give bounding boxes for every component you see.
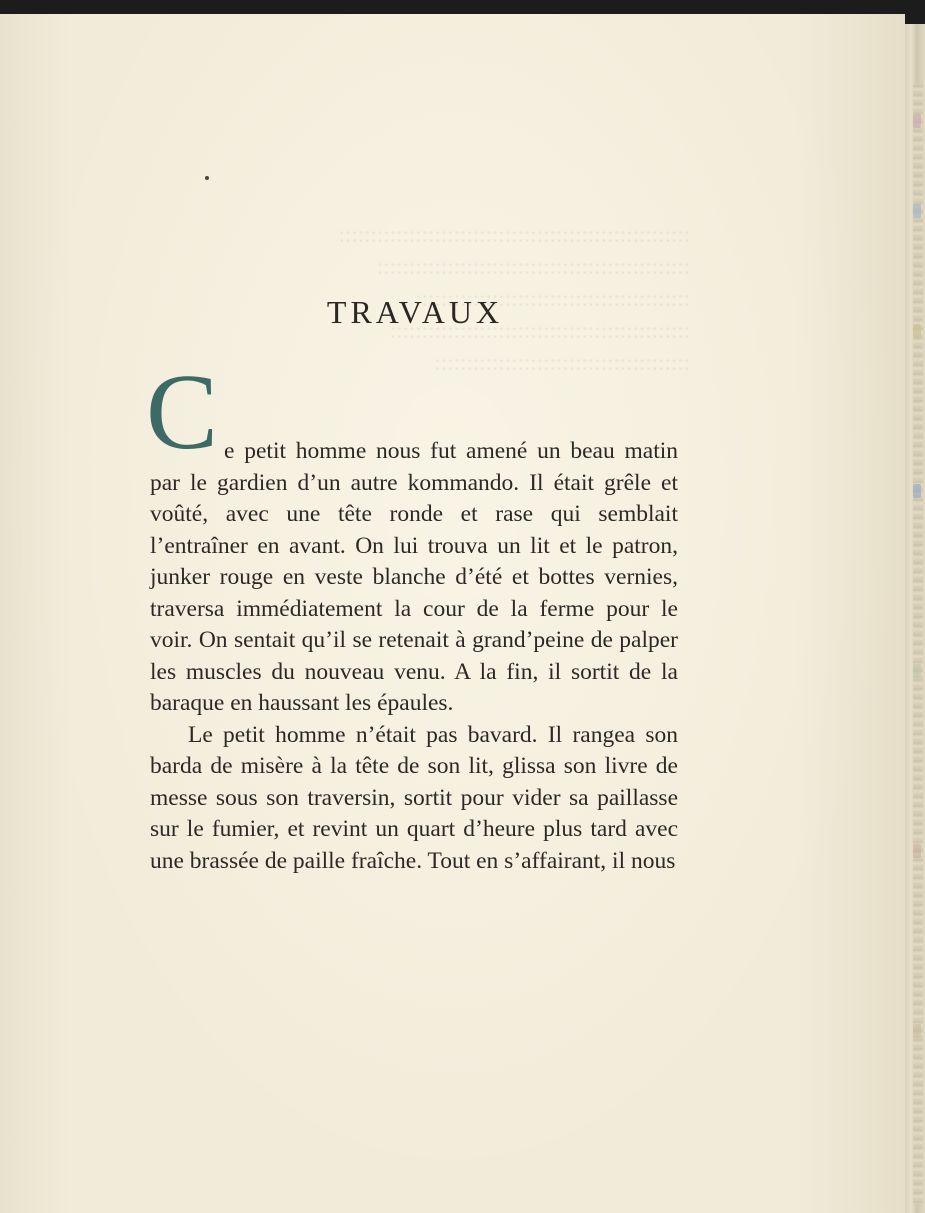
- chapter-title: TRAVAUX: [326, 294, 504, 330]
- body-text: [146, 353, 679, 877]
- ink-speck: [205, 176, 209, 180]
- dropcap-letter: C: [146, 353, 219, 472]
- page-fore-edge: [905, 24, 925, 1213]
- edge-color-mark: [913, 1024, 921, 1038]
- edge-color-mark: [913, 664, 921, 678]
- paragraph-2: Le petit homme n’était pas bavard. Il rangea son barda de misère à la tête de son lit, glissa son livre de messe sous son traversin, sortit pour vider sa paillasse sur le fumier, et revint un quart d’heure plus tard avec une brassée de paille fraîche. Tout en s’affairant, il nous: [150, 721, 678, 874]
- edge-color-mark: [913, 484, 921, 498]
- book-page: [0, 14, 905, 1213]
- edge-color-mark: [913, 844, 921, 858]
- paragraph-1-rest: matin par le gardien d’un autre kommando. Il était grêle et voûté, avec une tête ronde et rase qui semblait l’entraîner en avant. On lui trouva un lit et le patron, junker rouge en veste blanche d’été et bottes vernies, traversa immédiatement la cour de la ferme pour le voir. On sentait qu’il se retenait à grand’peine de palper les muscles du nouveau venu. A la fin, il sortit de la baraque en haussant les épaules.: [150, 438, 679, 716]
- paragraph-1: [146, 353, 679, 720]
- edge-color-mark: [913, 324, 921, 338]
- edge-color-mark: [913, 114, 921, 128]
- show-through-text: ::::::::::::::::::::::::::::::::::::::::::::::::::::::: ::::::::::::::::::::::::::::::::::::::::::::::::: ::::::::::::::::::::::::::::::::::::::::::: ::::::::::::::::::::::::::::::::::::::::::::::: ::::::::::::::::::::::::::::::::::::::::: [338, 222, 690, 375]
- edge-color-mark: [913, 204, 921, 218]
- paragraph-1-lead: e petit homme nous fut amené un beau: [224, 438, 615, 464]
